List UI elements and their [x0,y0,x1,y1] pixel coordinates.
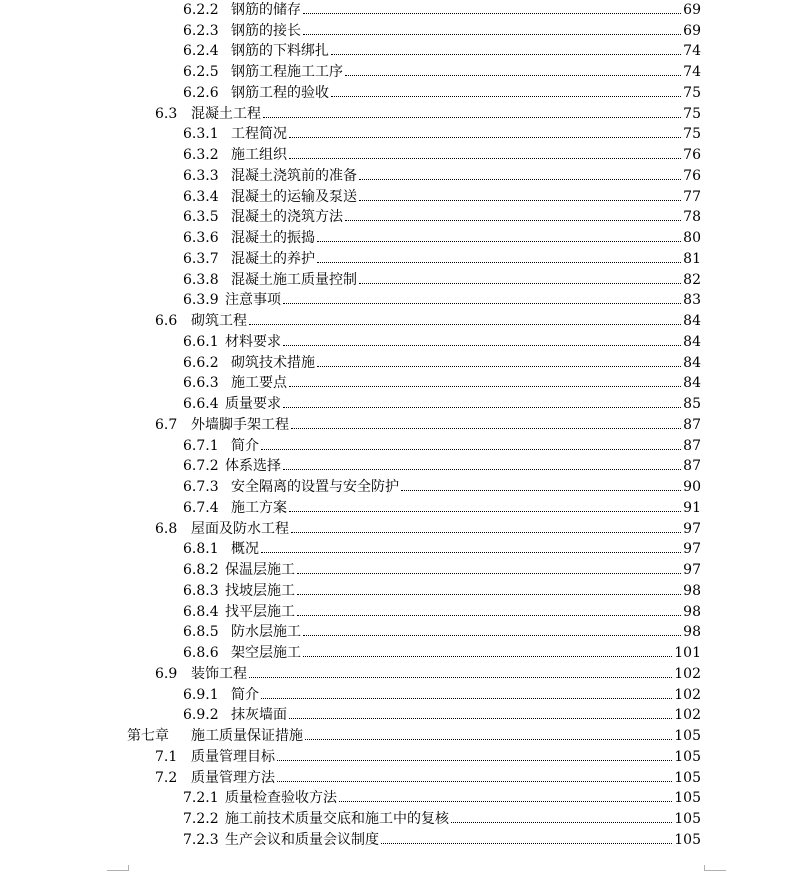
toc-entry-title: 装饰工程 [191,665,247,682]
toc-dot-leader [303,13,681,14]
toc-dot-leader [339,801,672,802]
toc-entry[interactable] [183,351,701,372]
toc-dot-leader [289,137,681,138]
toc-entry[interactable] [183,40,701,61]
page-corner-mark-left [107,870,129,871]
toc-entry[interactable] [183,579,701,600]
toc-dot-leader [289,511,681,512]
toc-entry-page-number: 85 [683,396,701,413]
toc-entry-number: 6.3.2 [183,147,219,164]
toc-entry-title: 找平层施工 [225,603,295,620]
toc-entry-page-number: 87 [683,458,701,475]
toc-entry-title: 安全隔离的设置与安全防护 [231,479,399,496]
toc-entry[interactable] [155,662,701,683]
toc-entry-title: 砌筑工程 [191,313,247,330]
toc-dot-leader [331,96,681,97]
toc-entry-title: 混凝土的养护 [231,250,315,267]
toc-entry-number: 6.8.5 [183,624,219,641]
toc-entry-page-number: 69 [683,1,701,18]
toc-entry-title: 工程简况 [231,126,287,143]
toc-entry-title: 钢筋工程施工工序 [231,64,343,81]
toc-entry-page-number: 80 [683,230,701,247]
toc-entry-number: 6.8.1 [183,541,219,558]
toc-dot-leader [291,428,681,429]
toc-entry-title: 混凝土的浇筑方法 [231,209,343,226]
toc-entry-page-number: 102 [674,686,701,703]
toc-dot-leader [263,117,681,118]
toc-entry[interactable] [183,787,701,808]
toc-entry[interactable] [183,289,701,310]
toc-entry-title: 混凝土的振捣 [231,230,315,247]
toc-entry[interactable] [183,164,701,185]
toc-dot-leader [303,34,681,35]
toc-entry-title: 防水层施工 [231,624,301,641]
toc-entry-page-number: 97 [683,562,701,579]
toc-entry-title: 施工方案 [231,499,287,516]
toc-dot-leader [359,200,681,201]
toc-dot-leader [297,594,681,595]
toc-entry-title: 混凝土的运输及泵送 [231,188,357,205]
toc-entry[interactable] [183,226,701,247]
toc-entry-number: 6.2.4 [183,43,219,60]
toc-entry-number: 6.3.8 [183,271,219,288]
toc-entry-page-number: 74 [683,64,701,81]
toc-dot-leader [249,677,672,678]
toc-entry[interactable] [183,330,701,351]
toc-entry-page-number: 101 [674,645,701,662]
toc-entry-number: 第七章 [127,728,169,745]
toc-entry-page-number: 91 [683,499,701,516]
toc-entry-number: 6.7.2 [183,458,219,475]
toc-entry-page-number: 75 [683,105,701,122]
toc-entry[interactable] [183,372,701,393]
toc-entry-title: 质量检查验收方法 [225,790,337,807]
toc-entry-number: 7.2.3 [183,831,219,848]
toc-entry-number: 6.9.1 [183,686,219,703]
toc-entry-title: 架空层施工 [231,645,301,662]
toc-entry-page-number: 97 [683,520,701,537]
toc-entry-title: 施工前技术质量交底和施工中的复核 [225,811,449,828]
toc-entry-page-number: 98 [683,582,701,599]
toc-dot-leader [359,179,681,180]
toc-entry-title: 体系选择 [225,458,281,475]
toc-entry-number: 7.1 [155,748,178,765]
toc-entry[interactable] [183,81,701,102]
toc-entry-number: 6.2.5 [183,64,219,81]
toc-dot-leader [331,54,681,55]
toc-dot-leader [317,241,681,242]
toc-entry-number: 6.8.6 [183,645,219,662]
toc-entry-title: 简介 [231,686,259,703]
toc-entry-page-number: 105 [674,748,701,765]
toc-entry-title: 混凝土工程 [191,105,261,122]
toc-entry[interactable] [183,600,701,621]
toc-entry-title: 保温层施工 [225,562,295,579]
toc-entry[interactable] [155,745,701,766]
toc-dot-leader [261,449,681,450]
toc-entry-number: 6.6.3 [183,375,219,392]
toc-dot-leader [283,469,681,470]
toc-entry-number: 6.3.9 [183,292,219,309]
toc-dot-leader [261,698,672,699]
toc-entry-number: 6.3 [155,105,178,122]
toc-dot-leader [297,615,681,616]
toc-entry[interactable] [183,123,701,144]
toc-entry[interactable] [183,185,701,206]
toc-entry[interactable] [183,475,701,496]
toc-entry-title: 抹灰墙面 [231,707,287,724]
toc-entry-title: 找坡层施工 [225,582,295,599]
toc-entry-number: 6.6.2 [183,354,219,371]
toc-entry-number: 6.3.7 [183,250,219,267]
toc-dot-leader [283,345,681,346]
toc-entry-number: 6.2.6 [183,84,219,101]
toc-entry-number: 6.6 [155,313,178,330]
toc-entry-title: 钢筋的接长 [231,22,301,39]
toc-entry-page-number: 83 [683,292,701,309]
toc-dot-leader [277,781,672,782]
toc-entry[interactable] [155,309,701,330]
toc-entry[interactable] [183,807,701,828]
toc-dot-leader [305,739,672,740]
toc-entry-number: 6.8.2 [183,562,219,579]
toc-entry[interactable] [183,143,701,164]
toc-entry-page-number: 82 [683,271,701,288]
toc-entry[interactable] [127,724,701,745]
toc-entry-title: 混凝土浇筑前的准备 [231,167,357,184]
toc-entry-page-number: 102 [674,665,701,682]
toc-entry-page-number: 76 [683,167,701,184]
toc-entry-number: 6.8.3 [183,582,219,599]
toc-entry-page-number: 75 [683,126,701,143]
toc-entry[interactable] [183,0,701,19]
toc-entry[interactable] [183,60,701,81]
toc-dot-leader [261,552,681,553]
toc-dot-leader [401,490,681,491]
toc-entry-title: 施工组织 [231,147,287,164]
toc-dot-leader [297,573,681,574]
toc-entry[interactable] [155,102,701,123]
toc-dot-leader [317,262,681,263]
toc-entry[interactable] [183,19,701,40]
toc-entry-title: 注意事项 [225,292,281,309]
toc-entry-title: 简介 [231,437,259,454]
toc-entry-title: 质量管理方法 [191,769,275,786]
toc-entry-page-number: 84 [683,313,701,330]
toc-entry-page-number: 105 [674,769,701,786]
toc-entry-page-number: 105 [674,831,701,848]
toc-entry-page-number: 87 [683,416,701,433]
toc-dot-leader [283,303,681,304]
toc-entry[interactable] [183,641,701,662]
toc-entry-page-number: 87 [683,437,701,454]
toc-entry-title: 钢筋的下料绑扎 [231,43,329,60]
toc-entry-page-number: 84 [683,375,701,392]
toc-entry-title: 施工要点 [231,375,287,392]
toc-dot-leader [289,386,681,387]
toc-dot-leader [303,656,672,657]
toc-entry-page-number: 105 [674,811,701,828]
toc-dot-leader [381,843,672,844]
toc-entry[interactable] [183,621,701,642]
toc-entry-number: 6.2.2 [183,1,219,18]
toc-entry-page-number: 102 [674,707,701,724]
toc-entry-number: 6.9 [155,665,178,682]
toc-entry-number: 6.8 [155,520,178,537]
toc-entry-number: 6.8.4 [183,603,219,620]
toc-entry-title: 屋面及防水工程 [191,520,289,537]
toc-entry-number: 7.2.1 [183,790,219,807]
toc-entry[interactable] [183,828,701,849]
toc-entry-page-number: 98 [683,603,701,620]
toc-entry[interactable] [155,413,701,434]
toc-entry[interactable] [183,558,701,579]
toc-entry-number: 6.7.3 [183,479,219,496]
toc-dot-leader [317,366,681,367]
toc-entry-number: 6.2.3 [183,22,219,39]
toc-entry-title: 概况 [231,541,259,558]
toc-entry-number: 7.2.2 [183,811,219,828]
toc-entry-number: 6.7.4 [183,499,219,516]
toc-entry[interactable] [183,392,701,413]
toc-dot-leader [283,407,681,408]
toc-entry-title: 施工质量保证措施 [191,728,303,745]
toc-entry-page-number: 69 [683,22,701,39]
toc-entry-page-number: 90 [683,479,701,496]
toc-entry-number: 6.3.1 [183,126,219,143]
toc-dot-leader [277,760,672,761]
toc-entry-title: 砌筑技术措施 [231,354,315,371]
toc-entry-page-number: 105 [674,728,701,745]
toc-entry[interactable] [183,206,701,227]
toc-entry[interactable] [155,766,701,787]
toc-entry-number: 6.6.4 [183,396,219,413]
toc-entry-number: 6.3.3 [183,167,219,184]
toc-entry-number: 6.7.1 [183,437,219,454]
toc-entry[interactable] [183,683,701,704]
toc-entry-title: 混凝土施工质量控制 [231,271,357,288]
toc-dot-leader [289,158,681,159]
page-corner-mark-right [704,870,726,871]
toc-entry[interactable] [183,496,701,517]
toc-entry[interactable] [183,434,701,455]
toc-entry-number: 6.3.5 [183,209,219,226]
toc-entry-page-number: 77 [683,188,701,205]
toc-entry-number: 6.9.2 [183,707,219,724]
toc-entry[interactable] [183,704,701,725]
toc-entry-title: 外墙脚手架工程 [191,416,289,433]
toc-dot-leader [291,532,681,533]
toc-entry-title: 质量要求 [225,396,281,413]
toc-entry-page-number: 76 [683,147,701,164]
toc-entry[interactable] [183,538,701,559]
toc-dot-leader [303,635,681,636]
toc-entry-page-number: 74 [683,43,701,60]
toc-dot-leader [289,718,672,719]
toc-entry-number: 6.3.4 [183,188,219,205]
toc-entry-page-number: 98 [683,624,701,641]
toc-entry-number: 7.2 [155,769,178,786]
toc-entry-title: 钢筋的储存 [231,1,301,18]
toc-entry-title: 材料要求 [225,333,281,350]
toc-entry-page-number: 78 [683,209,701,226]
toc-entry-title: 生产会议和质量会议制度 [225,831,379,848]
toc-entry[interactable] [155,517,701,538]
toc-entry-page-number: 84 [683,333,701,350]
toc-entry-page-number: 75 [683,84,701,101]
toc-entry-title: 钢筋工程的验收 [231,84,329,101]
toc-entry-number: 6.7 [155,416,178,433]
toc-entry[interactable] [183,268,701,289]
toc-dot-leader [359,283,681,284]
toc-dot-leader [249,324,681,325]
toc-entry[interactable] [183,247,701,268]
toc-entry-title: 质量管理目标 [191,748,275,765]
toc-entry-page-number: 105 [674,790,701,807]
toc-entry-page-number: 84 [683,354,701,371]
toc-dot-leader [345,220,681,221]
toc-entry-page-number: 81 [683,250,701,267]
toc-entry-page-number: 97 [683,541,701,558]
toc-entry[interactable] [183,455,701,476]
toc-dot-leader [451,822,672,823]
toc-entry-number: 6.6.1 [183,333,219,350]
toc-dot-leader [345,75,681,76]
toc-entry-number: 6.3.6 [183,230,219,247]
